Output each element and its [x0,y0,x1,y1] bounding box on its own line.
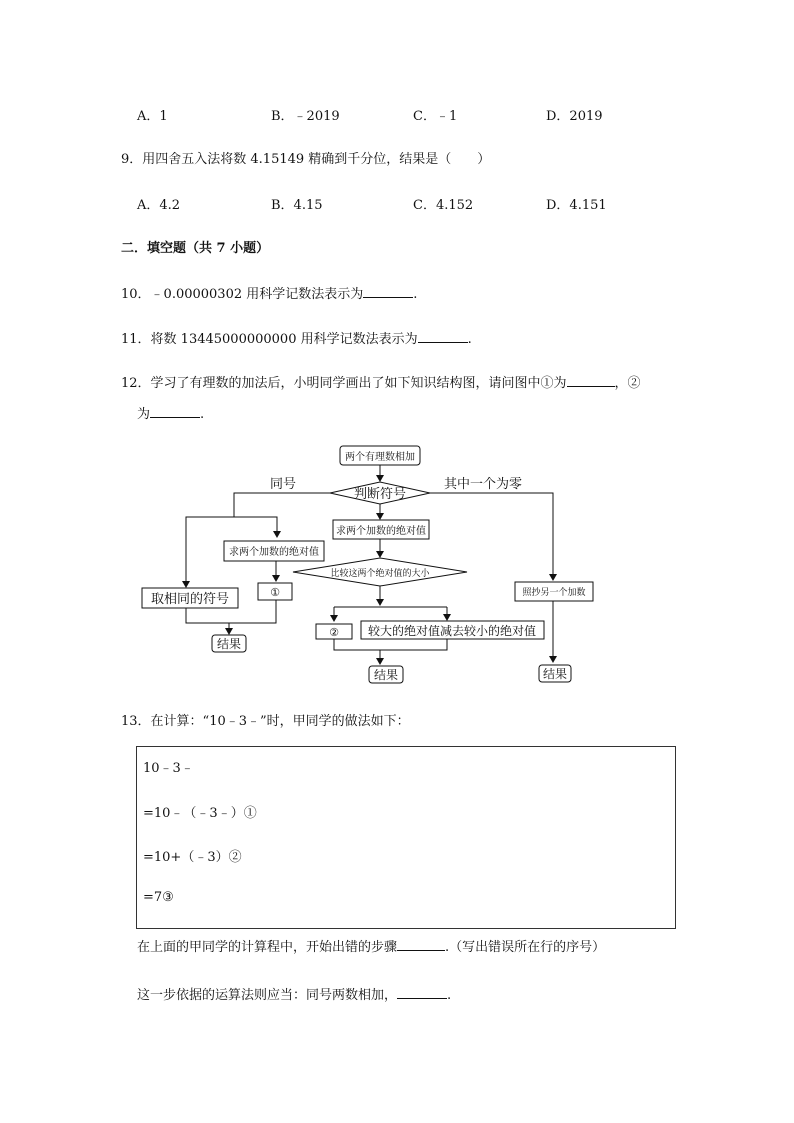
flow-copy-label: 照抄另一个加数 [522,588,586,598]
flow-take-sign-label: 取相同的符号 [150,592,230,607]
q10-text: 10．﹣0.00000302 用科学记数法表示为 [121,287,364,302]
q9-option-a: A．4.2 [137,198,181,213]
q13-calc-line-2: =10﹣（﹣3﹣）① [143,806,257,821]
q10-end: . [413,287,418,302]
flow-result-left-label: 结果 [216,637,242,651]
q13-after-line-1 [137,936,605,955]
q8-option-d: D．2019 [546,109,603,124]
q9-option-d: D．4.151 [546,198,607,213]
section-heading: 二．填空题（共 7 小题） [121,241,270,256]
q13-after-1a: 在上面的甲同学的计算程中，开始出错的步骤 [137,940,398,955]
q9-option-c: C．4.152 [413,198,474,213]
q13-calc-line-3: =10+（﹣3）② [143,850,242,865]
q13-blank-2 [397,986,447,999]
flow-circle1-label: ① [270,586,280,599]
flow-abs-mid-label: 求两个加数的绝对值 [336,526,426,537]
q8-option-b: B．﹣2019 [271,109,340,124]
q13-text: 13．在计算：“10﹣3﹣”时，甲同学的做法如下： [121,714,410,729]
flow-abs-left-label: 求两个加数的绝对值 [229,547,319,558]
q8-option-a: A．1 [137,109,168,124]
flow-same-label: 同号 [270,477,297,492]
q11-text: 11．将数 13445000000000 用科学记数法表示为 [121,332,418,347]
flow-result-right-label: 结果 [542,667,568,681]
flow-judge-label: 判断符号 [353,487,407,502]
q13-after-2a: 这一步依据的运算法则应当：同号两数相加， [137,988,398,1003]
q12-line2-text: 为 [137,407,151,422]
q13-after-2b: . [447,988,452,1003]
q13-calc-line-4: =7③ [143,890,174,905]
q13-after-line-2 [137,984,451,1003]
q13-after-1b: .（写出错误所在行的序号） [445,940,606,955]
flow-zero-label: 其中一个为零 [444,477,523,492]
q8-option-c: C．﹣1 [413,109,458,124]
q9-option-b: B．4.15 [271,198,323,213]
flow-start-label: 两个有理数相加 [345,452,415,463]
q12-text: 12．学习了有理数的加法后，小明同学画出了如下知识结构图，请问图中①为 [121,376,567,391]
q13-calc-box [136,746,676,929]
flow-compare-label: 比较这两个绝对值的大小 [330,569,430,579]
flow-result-mid-label: 结果 [373,668,399,682]
flow-circle2-label: ② [329,626,339,639]
q12-end: . [200,407,205,422]
q12-sep: ，② [614,376,641,391]
q13-blank-1 [397,938,445,951]
flow-subtract-label: 较大的绝对值减去较小的绝对值 [367,624,537,638]
q11-end: . [467,332,472,347]
q9-text: 9．用四舍五入法将数 4.15149 精确到千分位，结果是（ ） [121,152,491,167]
q13-calc-line-1: 10﹣3﹣ [143,761,194,776]
